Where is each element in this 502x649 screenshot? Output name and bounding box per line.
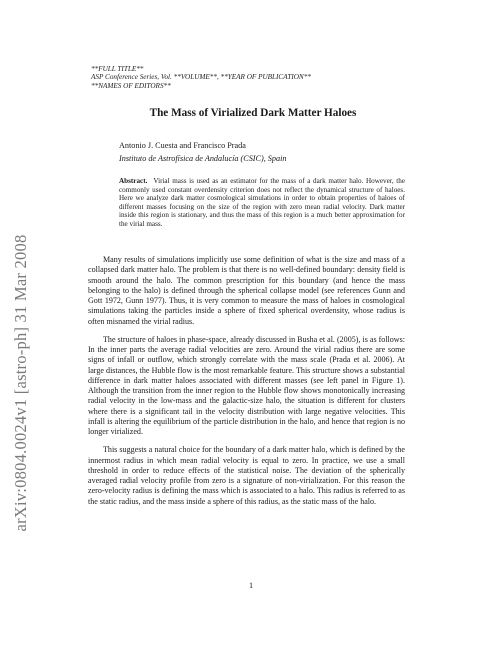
abstract [119,177,405,228]
paragraph-structure: The structure of haloes in phase-space, already discussed in Busha et al. (2005), is as follows: In the inner parts the average radial velocities are zero. Around the virial radius there are some signs of infall or outflow, which strongly correlate with the mass scale (Prada et al. 2006). At large distances, the Hubble flow is the most remarkable feature. This structure shows a substantial difference in dark matter haloes associated with different masses (see left panel in Figure 1). Although the transition from the inner region to the Hubble flow shows monotonically increasing radial velocity in the low-mass and the galactic-size halo, the situation is different for clusters where there is a significant tail in the velocity distribution with large negative velocities. This infall is altering the equilibrium of the particle distribution in the halo, and hence that region is no longer virialized. [88,334,405,436]
paragraph-boundary: This suggests a natural choice for the boundary of a dark matter halo, which is defined by the innermost radius in which mean radial velocity is equal to zero. In practice, we use a small threshold in order to reduce effects of the statistical noise. The deviation of the spherically averaged radial velocity profile from zero is a signature of non-virialization. For this reason the zero-velocity radius is defining the mass which is associated to a halo. This radius is referred to as the static radius, and the mass inside a sphere of this radius, as the static mass of the halo. [88,445,405,506]
page-number: 1 [248,581,254,590]
header-line: ASP Conference Series, Vol. **VOLUME**, **YEAR OF PUBLICATION** [91,73,311,82]
paper-affiliation: Instituto de Astrofísica de Andalucía (CSIC), Spain [119,154,287,163]
header-line: **FULL TITLE** [91,65,144,73]
header-line: **NAMES OF EDITORS** [91,81,171,90]
arxiv-identifier: arXiv:0804.0024v1 [astro-ph] 31 Mar 2008 [11,234,30,532]
paragraph-intro: Many results of simulations implicitly use some definition of what is the size and mass of a collapsed dark matter halo. The problem is that there is no well-defined boundary: density field is smooth around the halo. The common prescription for this boundary (and hence the mass belonging to the halo) is defined through the spherical collapse model (see references Gunn and Gott 1972, Gunn 1977). Thus, it is very common to measure the mass of haloes in cosmological simulations taking the particles inside a sphere of fixed spherical overdensity, whose radius is often misnamed the virial radius. [88,255,405,326]
abstract-text: Virial mass is used as an estimator for the mass of a dark matter halo. However, the commonly used constant overdensity criterion does not reflect the dynamical structure of haloes. Here we analyze dark matter cosmological simulations in order to obtain properties of haloes of different masses focusing on the size of the region with zero mean radial velocity. Dark matter inside this region is stationary, and thus the mass of this region is a much better approximation for the virial mass. [119,177,405,228]
paper-title: The Mass of Virialized Dark Matter Haloes [149,107,357,119]
arxiv-sidebar [6,178,36,588]
conference-header [91,65,311,90]
body-text [88,255,405,515]
paper-authors: Antonio J. Cuesta and Francisco Prada [119,141,246,150]
abstract-label: Abstract. [119,177,148,185]
